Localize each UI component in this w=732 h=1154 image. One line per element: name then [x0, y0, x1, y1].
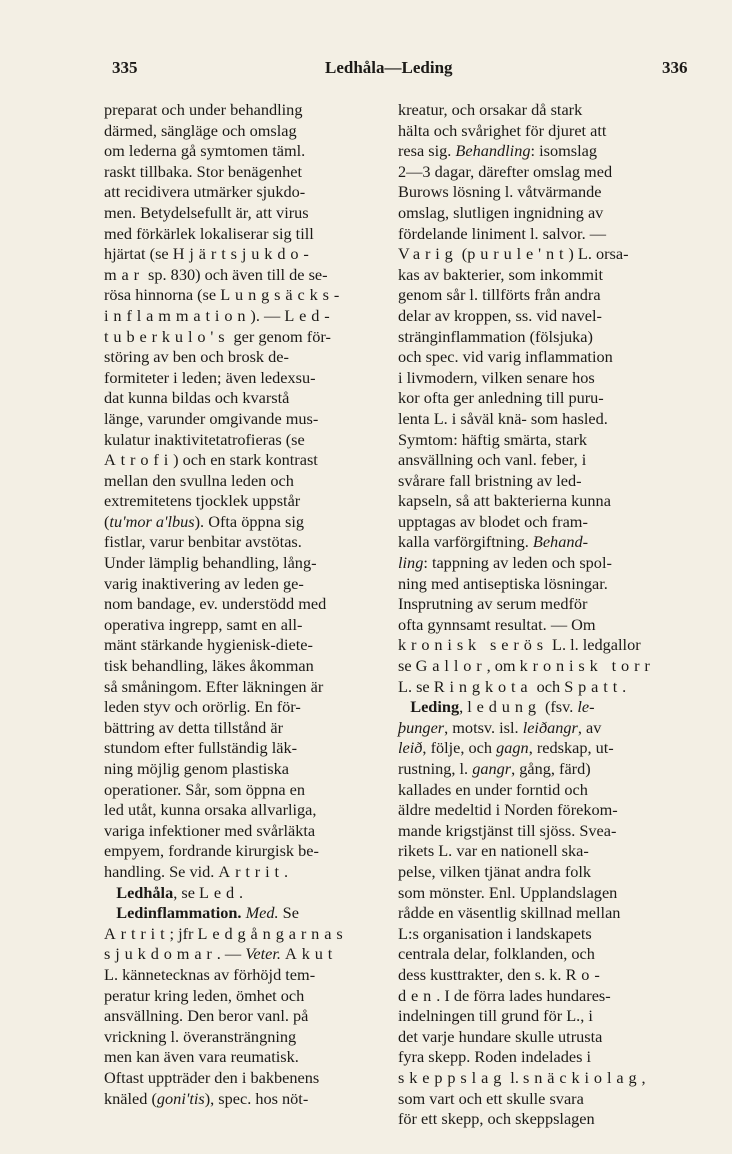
text-run: sjukdomar — [104, 944, 217, 964]
text-line — [104, 574, 386, 595]
text-run: kronisk torr — [519, 656, 655, 676]
text-run: L. se — [398, 676, 434, 696]
text-run: och spec. vid varig inflammation — [398, 347, 613, 367]
text-line — [398, 244, 690, 265]
text-run: rikets L. var en nationell ska- — [398, 841, 589, 861]
text-run: tu'mor a'lbus — [109, 511, 195, 531]
text-run: varig inaktivering av leden ge- — [104, 573, 304, 593]
text-run: mande krigstjänst till sjöss. Svea- — [398, 820, 617, 840]
text-line — [398, 100, 690, 121]
text-run: , redskap, ut- — [528, 738, 614, 758]
text-line — [104, 635, 386, 656]
text-line — [398, 1047, 690, 1068]
text-line — [104, 615, 386, 636]
text-line — [398, 574, 690, 595]
text-run: rustning, l. — [398, 759, 473, 778]
text-run: hjärtat (se — [104, 244, 173, 264]
text-line — [398, 141, 690, 162]
text-run: Artrit — [104, 923, 170, 943]
text-run: kor ofta ger anledning till puru- — [398, 388, 604, 408]
text-run: bättring av detta tillstånd är — [104, 717, 284, 737]
text-run: ledung — [467, 697, 541, 717]
text-line — [398, 471, 690, 492]
text-line — [104, 285, 386, 306]
text-run: , följe, och — [422, 738, 497, 758]
text-run: Ledinflammation. — [116, 903, 242, 923]
text-run: leden styv och orörlig. En för- — [104, 697, 301, 717]
text-line — [104, 883, 386, 904]
text-run: Ringkota — [433, 676, 533, 696]
text-run: mänt stärkande hygienisk-diete- — [104, 635, 313, 655]
text-run: länge, varunder omgivande mus- — [104, 408, 319, 428]
text-line — [398, 430, 690, 451]
text-run: led utåt, kunna orsaka allvarliga, — [104, 800, 317, 820]
text-line — [398, 862, 690, 883]
text-line — [104, 738, 386, 759]
text-line — [398, 677, 690, 698]
text-line — [104, 1027, 386, 1048]
text-line — [398, 1109, 690, 1130]
text-run: ( — [457, 244, 468, 264]
text-run: extremitetens tjocklek uppstår — [104, 491, 301, 511]
text-run: det varje hundare skulle utrusta — [398, 1026, 603, 1046]
text-run: , — [641, 1067, 646, 1087]
text-run: leið — [398, 738, 423, 758]
text-line — [398, 512, 690, 533]
text-run: lenta L. i såväl knä- som hasled. — [398, 408, 608, 428]
text-line — [398, 368, 690, 389]
text-run: Med. — [245, 903, 279, 923]
text-run: omslag, slutligen ingnidning av — [398, 202, 604, 222]
text-run: ansvällning och vanl. feber, i — [398, 450, 587, 470]
text-run: : isomslag — [530, 141, 597, 161]
text-line — [104, 924, 386, 945]
text-run: hälta och svårighet för djuret att — [398, 120, 607, 140]
text-run: som vart och ett skulle svara — [398, 1088, 584, 1108]
text-run: Ledhåla — [116, 882, 174, 902]
text-run: . — [283, 861, 289, 881]
text-run: Behandling — [455, 141, 531, 161]
running-title: Ledhåla—Leding — [325, 58, 453, 77]
text-run: svårare fall bristning av led- — [398, 470, 582, 490]
text-line — [398, 1006, 690, 1027]
text-run: ger genom för- — [229, 326, 331, 346]
text-line — [398, 347, 690, 368]
text-line — [104, 368, 386, 389]
text-line — [398, 656, 690, 677]
text-run: variga infektioner med svårläkta — [104, 820, 316, 840]
text-run: fyra skepp. Roden indelades i — [398, 1047, 592, 1067]
text-run: Ledgångarnas — [197, 923, 348, 943]
text-line — [104, 162, 386, 183]
text-run: goni'tis — [156, 1088, 205, 1108]
text-run: . — [622, 676, 627, 696]
text-run: ( — [104, 511, 110, 531]
text-run: Se — [278, 903, 299, 923]
text-run: kas av bakterier, som inkommit — [398, 264, 604, 284]
text-line — [398, 903, 690, 924]
text-run: genom sår l. tillförts från andra — [398, 285, 601, 305]
text-line — [104, 697, 386, 718]
text-run: Leding — [410, 697, 460, 717]
text-run: ansvällning. Den beror vanl. på — [104, 1006, 309, 1026]
text-line — [398, 450, 690, 471]
text-line — [104, 656, 386, 677]
text-run: raskt tillbaka. Stor benägenhet — [104, 161, 303, 181]
text-run: ). — — [250, 305, 285, 325]
text-run: Veter. — [245, 944, 281, 964]
text-line — [104, 100, 386, 121]
right-page-number: 336 — [662, 58, 688, 77]
text-line — [398, 697, 690, 718]
text-run: Led- — [284, 305, 335, 325]
text-run: , om — [486, 656, 520, 676]
text-line — [104, 1089, 386, 1110]
text-line — [398, 162, 690, 183]
text-line — [104, 986, 386, 1007]
text-run: preparat och under behandling — [104, 100, 303, 119]
text-run: rösa hinnorna (se — [104, 285, 221, 305]
text-run: Insprutning av serum medför — [398, 594, 588, 614]
text-run: Under lämplig behandling, lång- — [104, 553, 317, 573]
text-run: Spatt — [564, 676, 623, 696]
text-run: störing av ben och brosk de- — [104, 347, 289, 367]
text-run: fördelande liniment l. salvor. — — [398, 223, 606, 243]
text-run: Lungsäcks- — [220, 285, 345, 305]
text-run: vrickning l. överansträngning — [104, 1026, 297, 1046]
text-run: ; jfr — [169, 923, 198, 943]
text-run — [104, 903, 116, 922]
text-run: , se — [173, 882, 200, 902]
text-line — [398, 121, 690, 142]
text-run: den — [398, 985, 437, 1005]
text-line — [104, 450, 386, 471]
left-text-column — [104, 100, 386, 1109]
text-run: , — [459, 697, 468, 717]
text-run: kapseln, så att bakterierna kunna — [398, 491, 611, 511]
text-line — [398, 203, 690, 224]
text-run: , motsv. isl. — [444, 717, 523, 737]
text-run: gangr — [472, 759, 512, 778]
text-run: purule'nt — [467, 244, 569, 264]
text-run: ling — [398, 553, 424, 573]
text-line — [104, 121, 386, 142]
text-run: om lederna gå symtomen täml. — [104, 141, 306, 161]
text-run: . — — [216, 944, 246, 964]
text-line — [104, 677, 386, 698]
text-line — [398, 821, 690, 842]
text-run: äldre medeltid i Norden förekom- — [398, 800, 618, 820]
text-line — [104, 512, 386, 533]
text-run: Artrit — [218, 861, 284, 881]
text-line — [398, 182, 690, 203]
text-line — [398, 491, 690, 512]
text-run: delar av kroppen, ss. vid navel- — [398, 305, 602, 325]
text-line — [398, 965, 690, 986]
text-run: men. Betydelsefullt är, att virus — [104, 202, 309, 222]
text-line — [398, 841, 690, 862]
text-run: . — [239, 882, 244, 902]
text-run: mellan den svullna leden och — [104, 470, 294, 490]
text-run: stundom efter fullständig läk- — [104, 738, 298, 758]
text-run: mar — [104, 264, 144, 284]
text-run: operativa ingrepp, samt en all- — [104, 614, 303, 634]
text-run: Symtom: häftig smärta, stark — [398, 429, 588, 449]
text-run: dess kusttrakter, den s. k. — [398, 964, 566, 984]
text-line — [104, 265, 386, 286]
text-line — [398, 924, 690, 945]
text-run: indelningen till grund för L., i — [398, 1006, 593, 1026]
text-line — [104, 347, 386, 368]
text-run: fistlar, varur benbitar avstötas. — [104, 532, 302, 552]
text-line — [398, 1068, 690, 1089]
text-line — [398, 388, 690, 409]
text-run: handling. Se vid. — [104, 861, 219, 881]
text-line — [398, 265, 690, 286]
text-run: kalla varförgiftning. — [398, 532, 533, 552]
text-line — [104, 821, 386, 842]
text-run: l. — [506, 1067, 523, 1087]
text-run: operationer. Sår, som öppna en — [104, 779, 306, 799]
text-run: le- — [577, 697, 595, 717]
text-line — [398, 615, 690, 636]
text-line — [398, 594, 690, 615]
text-run: L. kännetecknas av förhöjd tem- — [104, 964, 316, 984]
text-line — [398, 944, 690, 965]
text-line — [398, 285, 690, 306]
text-run: kreatur, och orsakar då stark — [398, 100, 583, 119]
text-line — [104, 244, 386, 265]
text-run: skeppslag — [398, 1067, 507, 1087]
text-line — [398, 224, 690, 245]
text-run: Ro- — [565, 964, 605, 984]
text-run: : tappning av leden och spol- — [423, 553, 612, 573]
text-line — [104, 306, 386, 327]
text-line — [104, 965, 386, 986]
text-run: , gång, färd) — [511, 759, 591, 778]
text-run: kronisk serös — [398, 635, 548, 655]
text-line — [398, 780, 690, 801]
text-run: Akut — [285, 944, 338, 964]
text-line — [398, 1089, 690, 1110]
text-run: rådde en väsentlig skillnad mellan — [398, 903, 621, 923]
text-run: . I de förra lades hundares- — [436, 985, 611, 1005]
text-line — [104, 388, 386, 409]
text-line — [104, 841, 386, 862]
text-run — [398, 697, 410, 716]
text-run: Hjärtsjukdo- — [172, 244, 314, 264]
text-run: 2—3 dagar, därefter omslag med — [398, 161, 613, 181]
text-run: inflammation — [104, 305, 251, 325]
text-line — [398, 327, 690, 348]
text-line — [104, 471, 386, 492]
right-text-column — [398, 100, 690, 1130]
text-line — [104, 409, 386, 430]
text-line — [104, 1047, 386, 1068]
text-line — [104, 1006, 386, 1027]
text-line — [104, 862, 386, 883]
text-run: (fsv. — [540, 697, 578, 717]
text-run: formiteter i leden; även ledexsu- — [104, 367, 316, 387]
text-run: Led — [199, 882, 239, 902]
text-run: Behand- — [532, 532, 589, 552]
text-line — [104, 224, 386, 245]
text-run: Burows lösning l. våtvärmande — [398, 182, 602, 202]
text-run: men kan även vara reumatisk. — [104, 1047, 299, 1067]
text-run: i livmodern, vilken senare hos — [398, 367, 595, 387]
text-run — [104, 883, 116, 902]
text-run: för ett skepp, och skeppslagen — [398, 1109, 595, 1129]
text-line — [104, 532, 386, 553]
text-run: knäled ( — [104, 1088, 157, 1108]
text-line — [104, 141, 386, 162]
text-line — [104, 903, 386, 924]
text-line — [104, 944, 386, 965]
text-line — [398, 532, 690, 553]
text-line — [104, 759, 386, 780]
text-run: som mönster. Enl. Upplandslagen — [398, 882, 618, 902]
text-run: upptagas av blodet och fram- — [398, 511, 588, 531]
text-run: L. l. ledgallor — [547, 635, 641, 655]
text-run: centrala delar, folklanden, och — [398, 944, 595, 964]
text-line — [104, 182, 386, 203]
text-run: tuberkulo's — [104, 326, 230, 346]
text-run: ning med antiseptiska lösningar. — [398, 573, 608, 593]
text-run: þunger — [398, 717, 445, 737]
text-run: ) L. orsa- — [568, 244, 629, 264]
text-run: Gallor — [415, 656, 487, 676]
text-run: pelse, vilken tjänat andra folk — [398, 861, 592, 881]
text-run: Varig — [398, 244, 458, 264]
text-line — [398, 1027, 690, 1048]
text-run: därmed, sängläge och omslag — [104, 120, 297, 140]
text-line — [104, 800, 386, 821]
text-run: sp. 830) och även till de se- — [143, 264, 328, 284]
text-run: och — [532, 676, 565, 696]
text-run: snäckiolag — [522, 1067, 642, 1087]
text-line — [104, 553, 386, 574]
text-line — [398, 635, 690, 656]
text-run: med förkärlek lokaliserar sig till — [104, 223, 314, 243]
text-run: så småningom. Efter läkningen är — [104, 676, 324, 696]
text-line — [104, 594, 386, 615]
text-line — [104, 327, 386, 348]
text-run: ning möjlig genom plastiska — [104, 759, 289, 778]
text-run: ), spec. hos nöt- — [204, 1088, 309, 1108]
text-run: dat kunna bildas och kvarstå — [104, 388, 290, 408]
text-run: empyem, fordrande kirurgisk be- — [104, 841, 319, 861]
text-line — [104, 780, 386, 801]
text-run: , av — [577, 717, 602, 737]
text-line — [398, 718, 690, 739]
text-line — [398, 409, 690, 430]
text-run: resa sig. — [398, 141, 456, 161]
text-run: leiðangr — [522, 717, 578, 737]
text-line — [104, 491, 386, 512]
text-line — [398, 759, 690, 780]
text-line — [398, 553, 690, 574]
text-line — [104, 1068, 386, 1089]
text-line — [104, 430, 386, 451]
text-run: L:s organisation i landskapets — [398, 923, 592, 943]
text-run: ofta gynnsamt resultat. — Om — [398, 614, 596, 634]
text-run: ). Ofta öppna sig — [194, 511, 305, 531]
text-run: att recidivera utmärker sjukdo- — [104, 182, 306, 202]
text-line — [104, 203, 386, 224]
text-line — [398, 306, 690, 327]
text-run: kulatur inaktivitetatrofieras (se — [104, 429, 305, 449]
text-run: peratur kring leden, ömhet och — [104, 985, 305, 1005]
text-line — [398, 738, 690, 759]
text-run: Oftast uppträder den i bakbenens — [104, 1067, 320, 1087]
left-page-number: 335 — [112, 58, 138, 77]
text-run: stränginflammation (fölsjuka) — [398, 326, 593, 346]
text-line — [398, 986, 690, 1007]
text-line — [398, 883, 690, 904]
text-run: kallades en under forntid och — [398, 779, 588, 799]
text-run: tisk behandling, läkes åkomman — [104, 656, 314, 676]
text-run: Atrofi — [104, 450, 174, 470]
text-run: ) och en stark kontrast — [173, 450, 318, 470]
text-run: gagn — [496, 738, 529, 758]
text-line — [104, 718, 386, 739]
text-run: se — [398, 656, 416, 676]
text-line — [398, 800, 690, 821]
text-run: nom bandage, ev. understödd med — [104, 594, 327, 614]
